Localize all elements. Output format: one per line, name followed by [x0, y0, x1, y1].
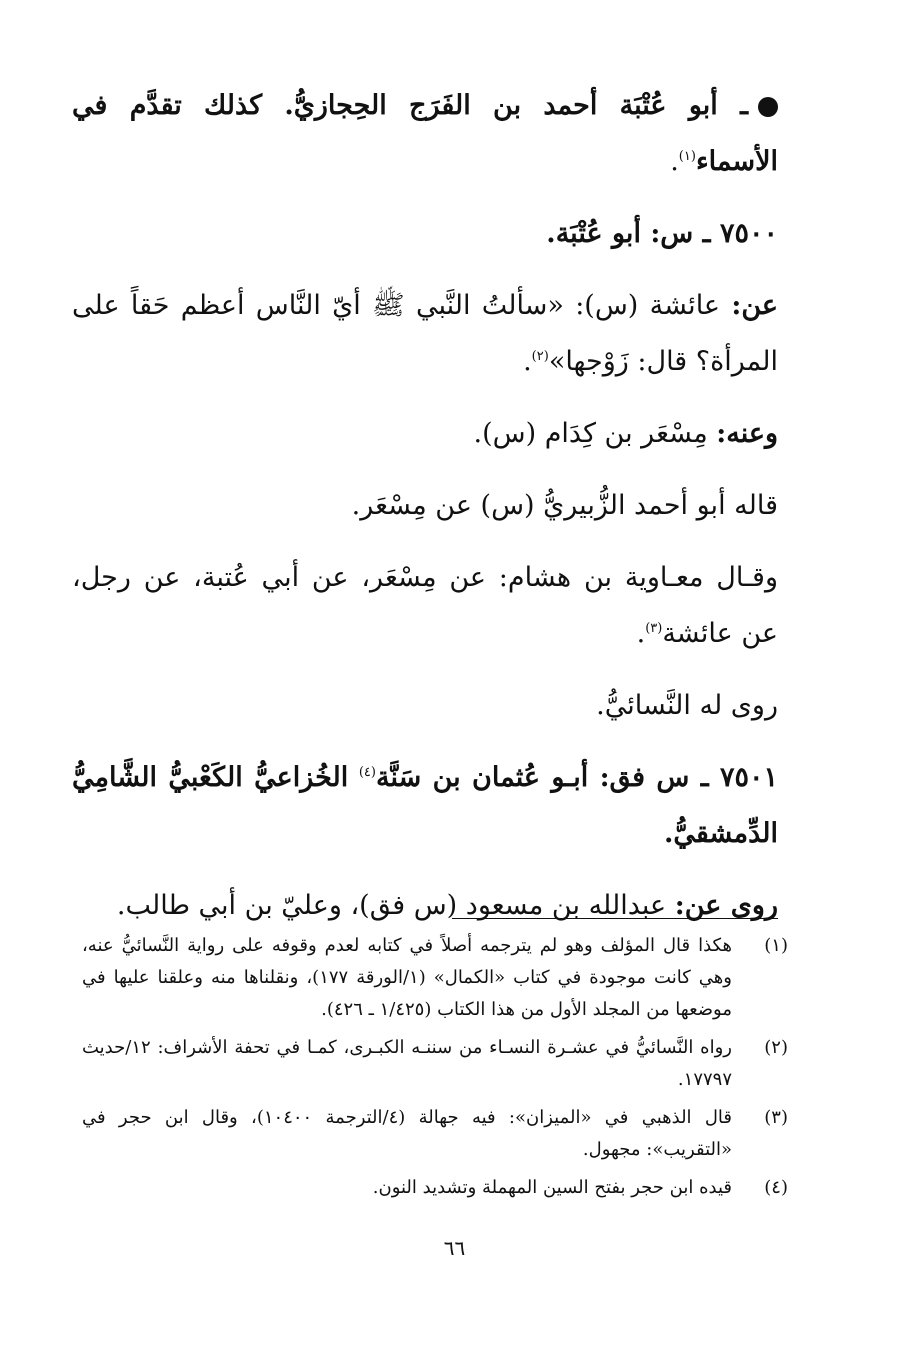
punctuation: . [670, 146, 679, 177]
footnote-number: (٢) [764, 1037, 788, 1058]
paragraph-text: مِسْعَر بن كِدَام (س). [473, 418, 708, 449]
footnote [82, 930, 788, 1026]
paragraph [72, 478, 778, 534]
paragraph-text: قاله أبو أحمد الزُّبيريُّ (س) عن مِسْعَر. [351, 490, 778, 521]
paragraph [72, 78, 778, 190]
paragraph-text: روى له النَّسائيُّ. [596, 690, 778, 721]
page-number: ٦٦ [443, 1236, 466, 1260]
footnote [82, 1172, 788, 1204]
footnote-text: قال الذهبي في «الميزان»: فيه جهالة (٤/الترجمة ١٠٤٠٠)، وقال ابن حجر في «التقريب»: مجهول. [82, 1107, 733, 1160]
footnote-number: (٣) [764, 1107, 788, 1128]
footnotes [82, 930, 788, 1210]
entry-heading-text: ٧٥٠٠ ـ س: أبو عُتْبَة. [546, 218, 778, 249]
lead-word: عن: [731, 290, 778, 321]
paragraph-text: وقـال معـاوية بن هشام: عن مِسْعَر، عن أبي عُتبة، عن رجل، عن عائشة [72, 562, 778, 649]
footnote-text: هكذا قال المؤلف وهو لم يترجمه أصلاً في كتابه لعدم وقوفه على رواية النَّسائيُّ عنه، وهي كانت موجودة في كتاب «الكمال» (١/الورقة ١٧٧)، ونقلناها منه وعلقنا عليها في موضعها من المجلد الأول من هذا الكتاب (١/٤٢٥ ـ ٤٢٦). [82, 935, 732, 1020]
main-text [72, 78, 778, 950]
footnote-ref: (١) [678, 149, 696, 164]
footnote-text: قيده ابن حجر بفتح السين المهملة وتشديد النون. [372, 1177, 732, 1198]
footnote-number: (٤) [764, 1177, 788, 1198]
footnote-ref: (٢) [531, 349, 549, 364]
bullet-icon [758, 97, 778, 117]
paragraph [72, 678, 778, 734]
paragraph [72, 550, 778, 662]
entry-heading-text: ٧٥٠١ ـ س فق: أبـو عُثمان بن سَنَّة [375, 762, 779, 793]
entry-heading [72, 750, 778, 862]
punctuation: . [523, 346, 532, 377]
punctuation: . [636, 618, 646, 649]
footnote-text: رواه النَّسائيُّ في عشـرة النسـاء من سننـه الكبـرى، كمـا في تحفة الأشراف: ١٢/حديث ١٧٧٩٧. [82, 1037, 732, 1090]
lead-word: وعنه: [716, 418, 778, 449]
paragraph-text: ـ أبو عُتْبَة أحمد بن الفَرَج الحِجازيُّ. كذلك تقدَّم في الأسماء [72, 90, 778, 177]
footnote [82, 1032, 788, 1096]
paragraph [72, 406, 778, 462]
paragraph [72, 278, 778, 390]
footnote [82, 1102, 788, 1166]
paragraph-text: عبدالله بن مسعود (س فق)، وعليّ بن أبي طالب. [116, 890, 667, 921]
entry-heading-tail: الخُزاعيُّ الكَعْبيُّ الشَّامِيُّ الدِّمشقيُّ. [72, 762, 778, 849]
footnote-ref: (٤) [358, 765, 376, 780]
footnote-number: (١) [764, 935, 788, 956]
lead-word: روى عن: [674, 890, 778, 921]
footnote-divider [452, 918, 778, 919]
footnote-ref: (٣) [645, 621, 663, 636]
paragraph-text: عائشة (س): «سألتُ النَّبي ﷺ أيّ النَّاس أعظم حَقاً على المرأة؟ قال: زَوْجها» [72, 290, 778, 377]
entry-heading [72, 206, 778, 262]
paragraph [72, 878, 778, 934]
